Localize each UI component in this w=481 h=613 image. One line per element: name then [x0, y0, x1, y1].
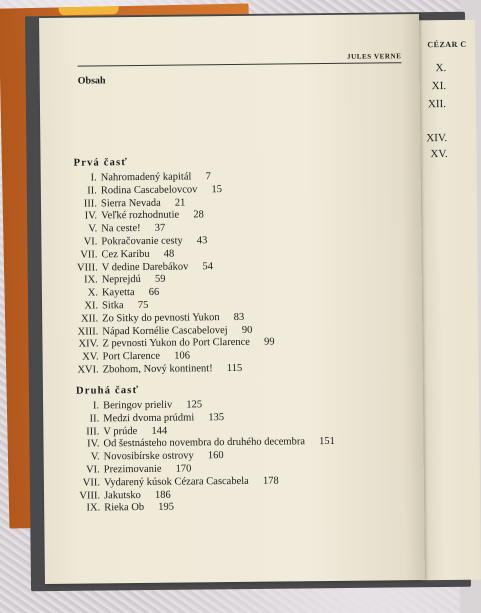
- chapter-number: XI.: [84, 300, 99, 312]
- chapter-title: Prezimovanie: [103, 463, 162, 476]
- chapter-title: Nápad Kornélie Cascabelovej: [102, 324, 228, 337]
- right-page-numeral: XII.: [427, 98, 447, 111]
- chapter-number: XVI.: [77, 364, 99, 376]
- toc-entry: [44, 498, 424, 516]
- chapter-title: Novosibírske ostrovy: [103, 450, 194, 463]
- header-rule: [78, 62, 402, 66]
- chapter-title: Sierra Nevada: [100, 197, 161, 209]
- chapter-number: XIII.: [77, 325, 99, 338]
- chapter-page-number: 106: [174, 350, 190, 362]
- right-page-head: CÉZAR C: [427, 39, 467, 50]
- chapter-number: V.: [88, 223, 98, 235]
- toc-entry: [43, 360, 423, 378]
- chapter-page-number: 59: [154, 274, 166, 286]
- chapter-title: Medzi dvoma prúdmi: [103, 412, 195, 425]
- chapter-title: Zbohom, Nový kontinent!: [102, 363, 213, 376]
- page-title: Obsah: [77, 75, 106, 87]
- chapter-page-number: 178: [262, 475, 279, 487]
- chapter-title: Kayetta: [101, 287, 135, 299]
- chapter-page-number: 125: [186, 399, 203, 411]
- chapter-number: X.: [87, 287, 98, 299]
- chapter-title: Zo Sitky do pevnosti Yukon: [102, 311, 220, 325]
- chapter-page-number: 115: [226, 362, 243, 375]
- chapter-number: VII.: [82, 477, 100, 489]
- chapter-number: IV.: [84, 210, 98, 222]
- chapter-page-number: 186: [154, 489, 171, 501]
- chapter-title: Sitka: [102, 300, 124, 312]
- chapter-page-number: 21: [174, 197, 186, 209]
- chapter-number: VII.: [80, 249, 98, 261]
- right-page-numeral: XIV.: [426, 131, 448, 145]
- chapter-title: Beringov prieliv: [103, 399, 173, 412]
- chapter-number: VI.: [86, 464, 100, 476]
- chapter-number: VI.: [83, 236, 98, 248]
- chapter-title: V prúde: [103, 425, 138, 437]
- chapter-title: Od šestnásteho novembra do druhého decembra: [103, 436, 306, 450]
- chapter-number: V.: [90, 451, 100, 463]
- chapter-title: Neprejdú: [101, 274, 141, 286]
- chapter-number: I.: [90, 172, 97, 184]
- chapter-page-number: 48: [163, 248, 175, 260]
- chapter-title: Rieka Ob: [104, 502, 145, 514]
- chapter-page-number: 15: [211, 183, 223, 196]
- chapter-page-number: 195: [158, 502, 175, 514]
- right-page-numeral: XV.: [430, 147, 448, 161]
- chapter-number: III.: [86, 425, 100, 438]
- chapter-page-number: 7: [205, 171, 211, 183]
- chapter-page-number: 54: [202, 260, 214, 272]
- chapter-number: I.: [92, 400, 100, 412]
- chapter-number: VIII.: [79, 489, 101, 502]
- chapter-number: XV.: [82, 351, 99, 363]
- chapter-number: IX.: [86, 502, 101, 514]
- chapter-title: Z pevnosti Yukon do Port Clarence: [102, 337, 250, 350]
- chapter-title: Rodina Cascabelovcov: [100, 184, 198, 197]
- chapter-number: II.: [87, 185, 97, 197]
- right-page-numeral: X.: [435, 62, 447, 75]
- chapter-page-number: 37: [154, 222, 166, 234]
- chapter-title: Na ceste!: [101, 223, 141, 235]
- chapter-number: XII.: [80, 313, 99, 325]
- chapter-page-number: 144: [151, 425, 168, 437]
- contents-page: [39, 14, 425, 584]
- chapter-title: Jakutsko: [103, 489, 141, 501]
- chapter-title: Pokračovanie cesty: [101, 235, 183, 248]
- chapter-title: Port Clarence: [102, 350, 161, 363]
- chapter-title: Veľké rozhodnutie: [101, 209, 180, 222]
- chapter-title: Nahromadený kapitál: [100, 171, 192, 184]
- part-title: Prvá časť: [73, 157, 129, 169]
- chapter-title: Cez Karibu: [101, 248, 150, 261]
- chapter-page-number: 170: [175, 463, 192, 475]
- chapter-page-number: 135: [208, 411, 225, 424]
- chapter-number: IX.: [84, 274, 98, 286]
- toc-part-2: [43, 396, 423, 514]
- chapter-number: VIII.: [76, 261, 98, 274]
- chapter-page-number: 151: [319, 436, 335, 448]
- chapter-page-number: 28: [193, 209, 204, 221]
- chapter-number: IV.: [87, 438, 100, 450]
- chapter-page-number: 66: [148, 286, 160, 299]
- chapter-page-number: 90: [241, 324, 253, 336]
- chapter-number: II.: [89, 413, 100, 425]
- chapter-page-number: 160: [207, 450, 224, 462]
- chapter-number: XIV.: [78, 338, 99, 350]
- chapter-page-number: 43: [196, 235, 208, 247]
- chapter-number: III.: [83, 198, 98, 210]
- cover-ornament: [59, 6, 119, 15]
- running-head: JULES VERNE: [346, 52, 402, 61]
- right-page: [415, 20, 481, 581]
- chapter-title: V dedine Darebákov: [101, 261, 189, 273]
- right-page-numeral: XI.: [431, 80, 447, 93]
- toc-part-1: [41, 168, 421, 376]
- chapter-page-number: 75: [137, 299, 149, 311]
- chapter-page-number: 83: [233, 311, 245, 323]
- chapter-title: Vydarený kúsok Cézara Cascabela: [103, 475, 249, 489]
- part-title: Druhá časť: [75, 384, 140, 397]
- chapter-page-number: 99: [263, 336, 275, 349]
